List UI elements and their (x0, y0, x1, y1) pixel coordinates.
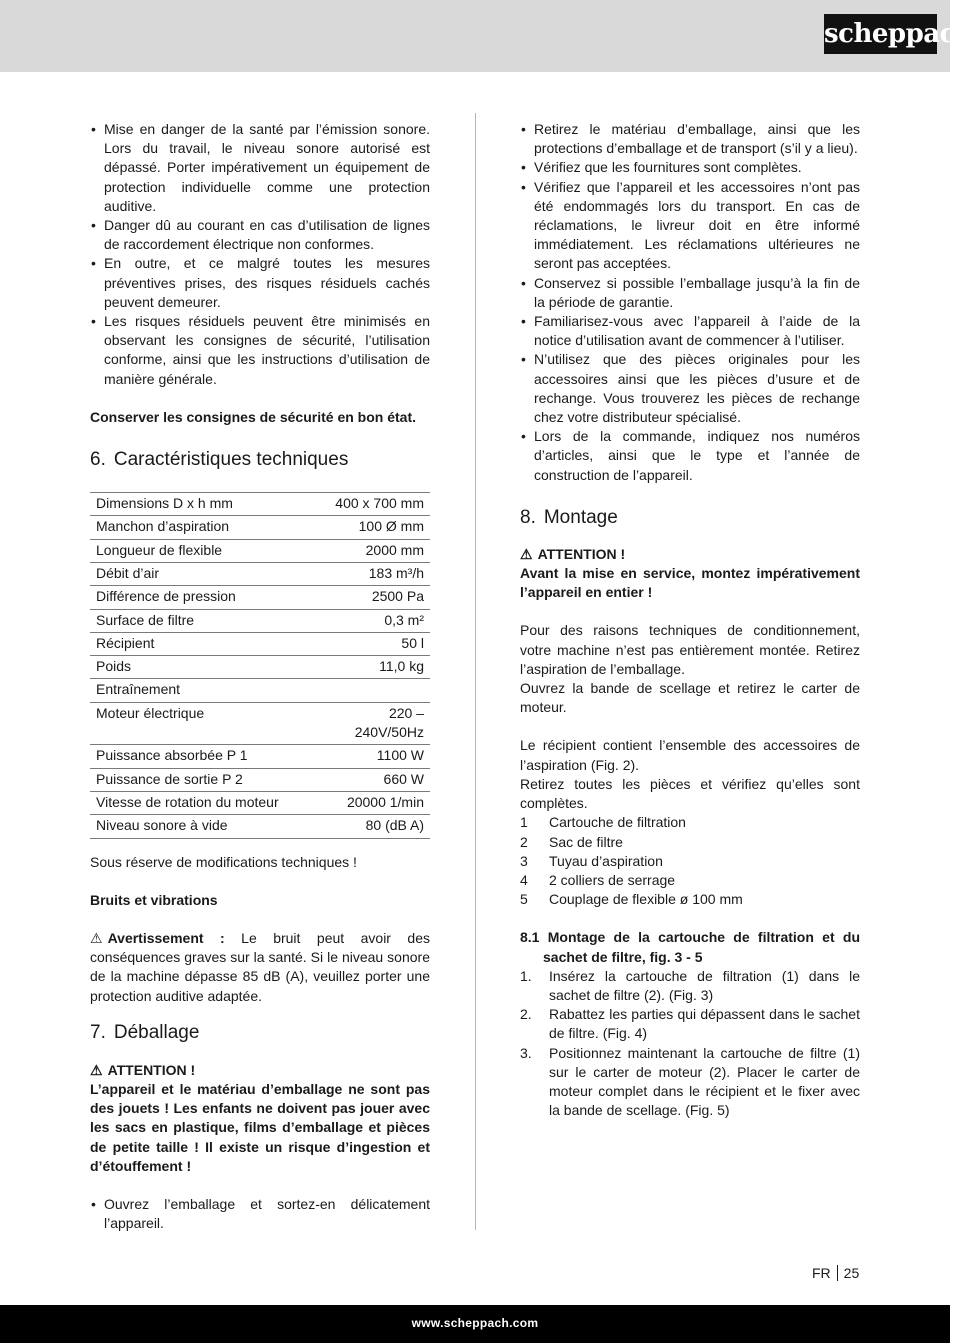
list-item: 2 Sac de filtre (520, 833, 623, 850)
residual-risks-list (90, 120, 430, 389)
table-row: Niveau sonore à vide 80 (dB A) (90, 815, 430, 838)
list-item: • Mise en danger de la santé par l’émission sonore. Lors du travail, le niveau sonore autorisé est dépassé. Porter impérativement un équipement de protection individuelle comme une protection auditive. (90, 120, 430, 216)
table-row: Vitesse de rotation du moteur 20000 1/min (90, 791, 430, 814)
table-row: Puissance de sortie P 2 660 W (90, 768, 430, 791)
noise-warning: ⚠ Avertissement : Le bruit peut avoir des conséquences graves sur la santé. Si le niveau sonore de la machine dépasse 85 dB (A), veuillez porter une protection auditive adaptée. (90, 929, 431, 1004)
table-row: Surface de filtre 0,3 m² (90, 609, 430, 632)
list-item: • Familiarisez-vous avec l’appareil à l’aide de la notice d’utilisation avant de commencer à l’utiliser. (520, 312, 860, 350)
attention-label: ⚠ ATTENTION ! (520, 545, 860, 564)
keep-safety-note: Conserver les consignes de sécurité en bon état. (90, 408, 416, 425)
right-column (520, 120, 860, 1120)
list-item: 1. Insérez la cartouche de filtration (1) dans le sachet de filtre (2). (Fig. 3) (520, 967, 860, 1003)
table-row: Entraînement (90, 679, 430, 702)
list-item: • Ouvrez l’emballage et sortez-en délicatement l’appareil. (90, 1195, 430, 1233)
list-item: • Les risques résiduels peuvent être minimisés en observant les consignes de sécurité, l’utilisation conforme, ainsi que les instructions d’utilisation de manière générale. (90, 312, 430, 389)
language-code: FR (812, 1265, 831, 1281)
list-item: 3 Tuyau d’aspiration (520, 852, 663, 869)
table-row: Puissance absorbée P 1 1100 W (90, 745, 430, 768)
attention-text: L’appareil et le matériau d’emballage ne sont pas des jouets ! Les enfants ne doivent pas jouer avec les sacs en plastique, films d’emballage et pièces de petite taille ! Il existe un risque d’ingestion et d’étouffement ! (90, 1080, 430, 1174)
subsection-8-1-heading: 8.1 Montage de la cartouche de filtration et du sachet de filtre, fig. 3 - 5 (520, 929, 860, 965)
table-row: Manchon d’aspiration 100 Ø mm (90, 516, 430, 539)
paragraph: Le récipient contient l’ensemble des accessoires de l’aspiration (Fig. 2). (520, 737, 860, 773)
page-number (812, 1265, 859, 1281)
list-item: • N’utilisez que des pièces originales pour les accessoires ainsi que les pièces d’usure et de rechange. Vous trouverez les pièces de rechange chez votre distributeur spécialisé. (520, 350, 860, 427)
section-8-heading: 8. Montage (520, 506, 618, 528)
table-row: Récipient 50 l (90, 632, 430, 655)
footer-bar (0, 1305, 950, 1343)
page-separator (837, 1265, 838, 1281)
left-column (90, 120, 430, 1233)
table-row: Moteur électrique 220 – 240V/50Hz (90, 702, 430, 745)
assembly-steps (520, 967, 860, 1121)
list-item: • Retirez le matériau d’emballage, ainsi que les protections d’emballage et de transport (s’il y a lieu). (520, 120, 860, 158)
website-url[interactable]: www.scheppach.com (411, 1316, 539, 1330)
table-row: Dimensions D x h mm 400 x 700 mm (90, 493, 430, 516)
table-row: Longueur de flexible 2000 mm (90, 539, 430, 562)
list-item: 5 Couplage de flexible ø 100 mm (520, 891, 743, 908)
parts-list (520, 813, 860, 909)
section-6-heading: 6. Caractéristiques techniques (90, 449, 349, 471)
header-bar (0, 0, 973, 72)
table-row: Différence de pression 2500 Pa (90, 586, 430, 609)
list-item: 2. Rabattez les parties qui dépassent dans le sachet de filtre. (Fig. 4) (520, 1006, 860, 1042)
reserve-note: Sous réserve de modifications techniques ! (90, 853, 357, 870)
warning-triangle-icon: ⚠ (90, 1061, 103, 1078)
spec-table (90, 492, 430, 838)
paragraph: Ouvrez la bande de scellage et retirez le carter de moteur. (520, 680, 860, 716)
attention-label: ⚠ ATTENTION ! (90, 1061, 430, 1080)
unpacking-list (90, 1195, 430, 1233)
noise-heading: Bruits et vibrations (90, 891, 218, 908)
warning-triangle-icon: ⚠ (520, 545, 533, 562)
table-row: Débit d’air 183 m³/h (90, 562, 430, 585)
brand-logo: scheppach (824, 14, 937, 54)
list-item: • Vérifiez que les fournitures sont complètes. (520, 158, 860, 177)
list-item: • En outre, et ce malgré toutes les mesures préventives prises, des risques résiduels cachés peuvent demeurer. (90, 254, 430, 312)
page-number-value: 25 (843, 1265, 860, 1281)
section-7-heading: 7. Déballage (90, 1021, 200, 1043)
paragraph: Retirez toutes les pièces et vérifiez qu’elles sont complètes. (520, 775, 860, 812)
warning-triangle-icon: ⚠ (90, 929, 103, 946)
list-item: • Danger dû au courant en cas d’utilisation de lignes de raccordement électrique non conformes. (90, 216, 430, 254)
list-item: 4 2 colliers de serrage (520, 871, 676, 888)
attention-text: Avant la mise en service, montez impérativement l’appareil en entier ! (520, 565, 860, 601)
column-divider (475, 113, 476, 1230)
paragraph: Pour des raisons techniques de conditionnement, votre machine n’est pas entièrement montée. Retirez l’aspiration de l’emballage. (520, 622, 860, 677)
list-item: • Lors de la commande, indiquez nos numéros d’articles, ainsi que le type et l’année de construction de l’appareil. (520, 427, 860, 485)
list-item: 1 Cartouche de filtration (520, 814, 686, 831)
list-item: • Conservez si possible l’emballage jusqu’à la fin de la période de garantie. (520, 274, 860, 312)
unpacking-list-continued (520, 120, 860, 485)
list-item: • Vérifiez que l’appareil et les accessoires n’ont pas été endommagés lors du transport. En cas de réclamations, le livreur doit en être informé immédiatement. Les réclamations ultérieures ne seront pas acceptées. (520, 178, 860, 274)
table-row: Poids 11,0 kg (90, 656, 430, 679)
list-item: 3. Positionnez maintenant la cartouche de filtre (1) sur le carter de moteur (2). Placer le carter de moteur complet dans le récipient et le fixer avec la bande de scellage. (Fig. 5) (520, 1044, 860, 1119)
